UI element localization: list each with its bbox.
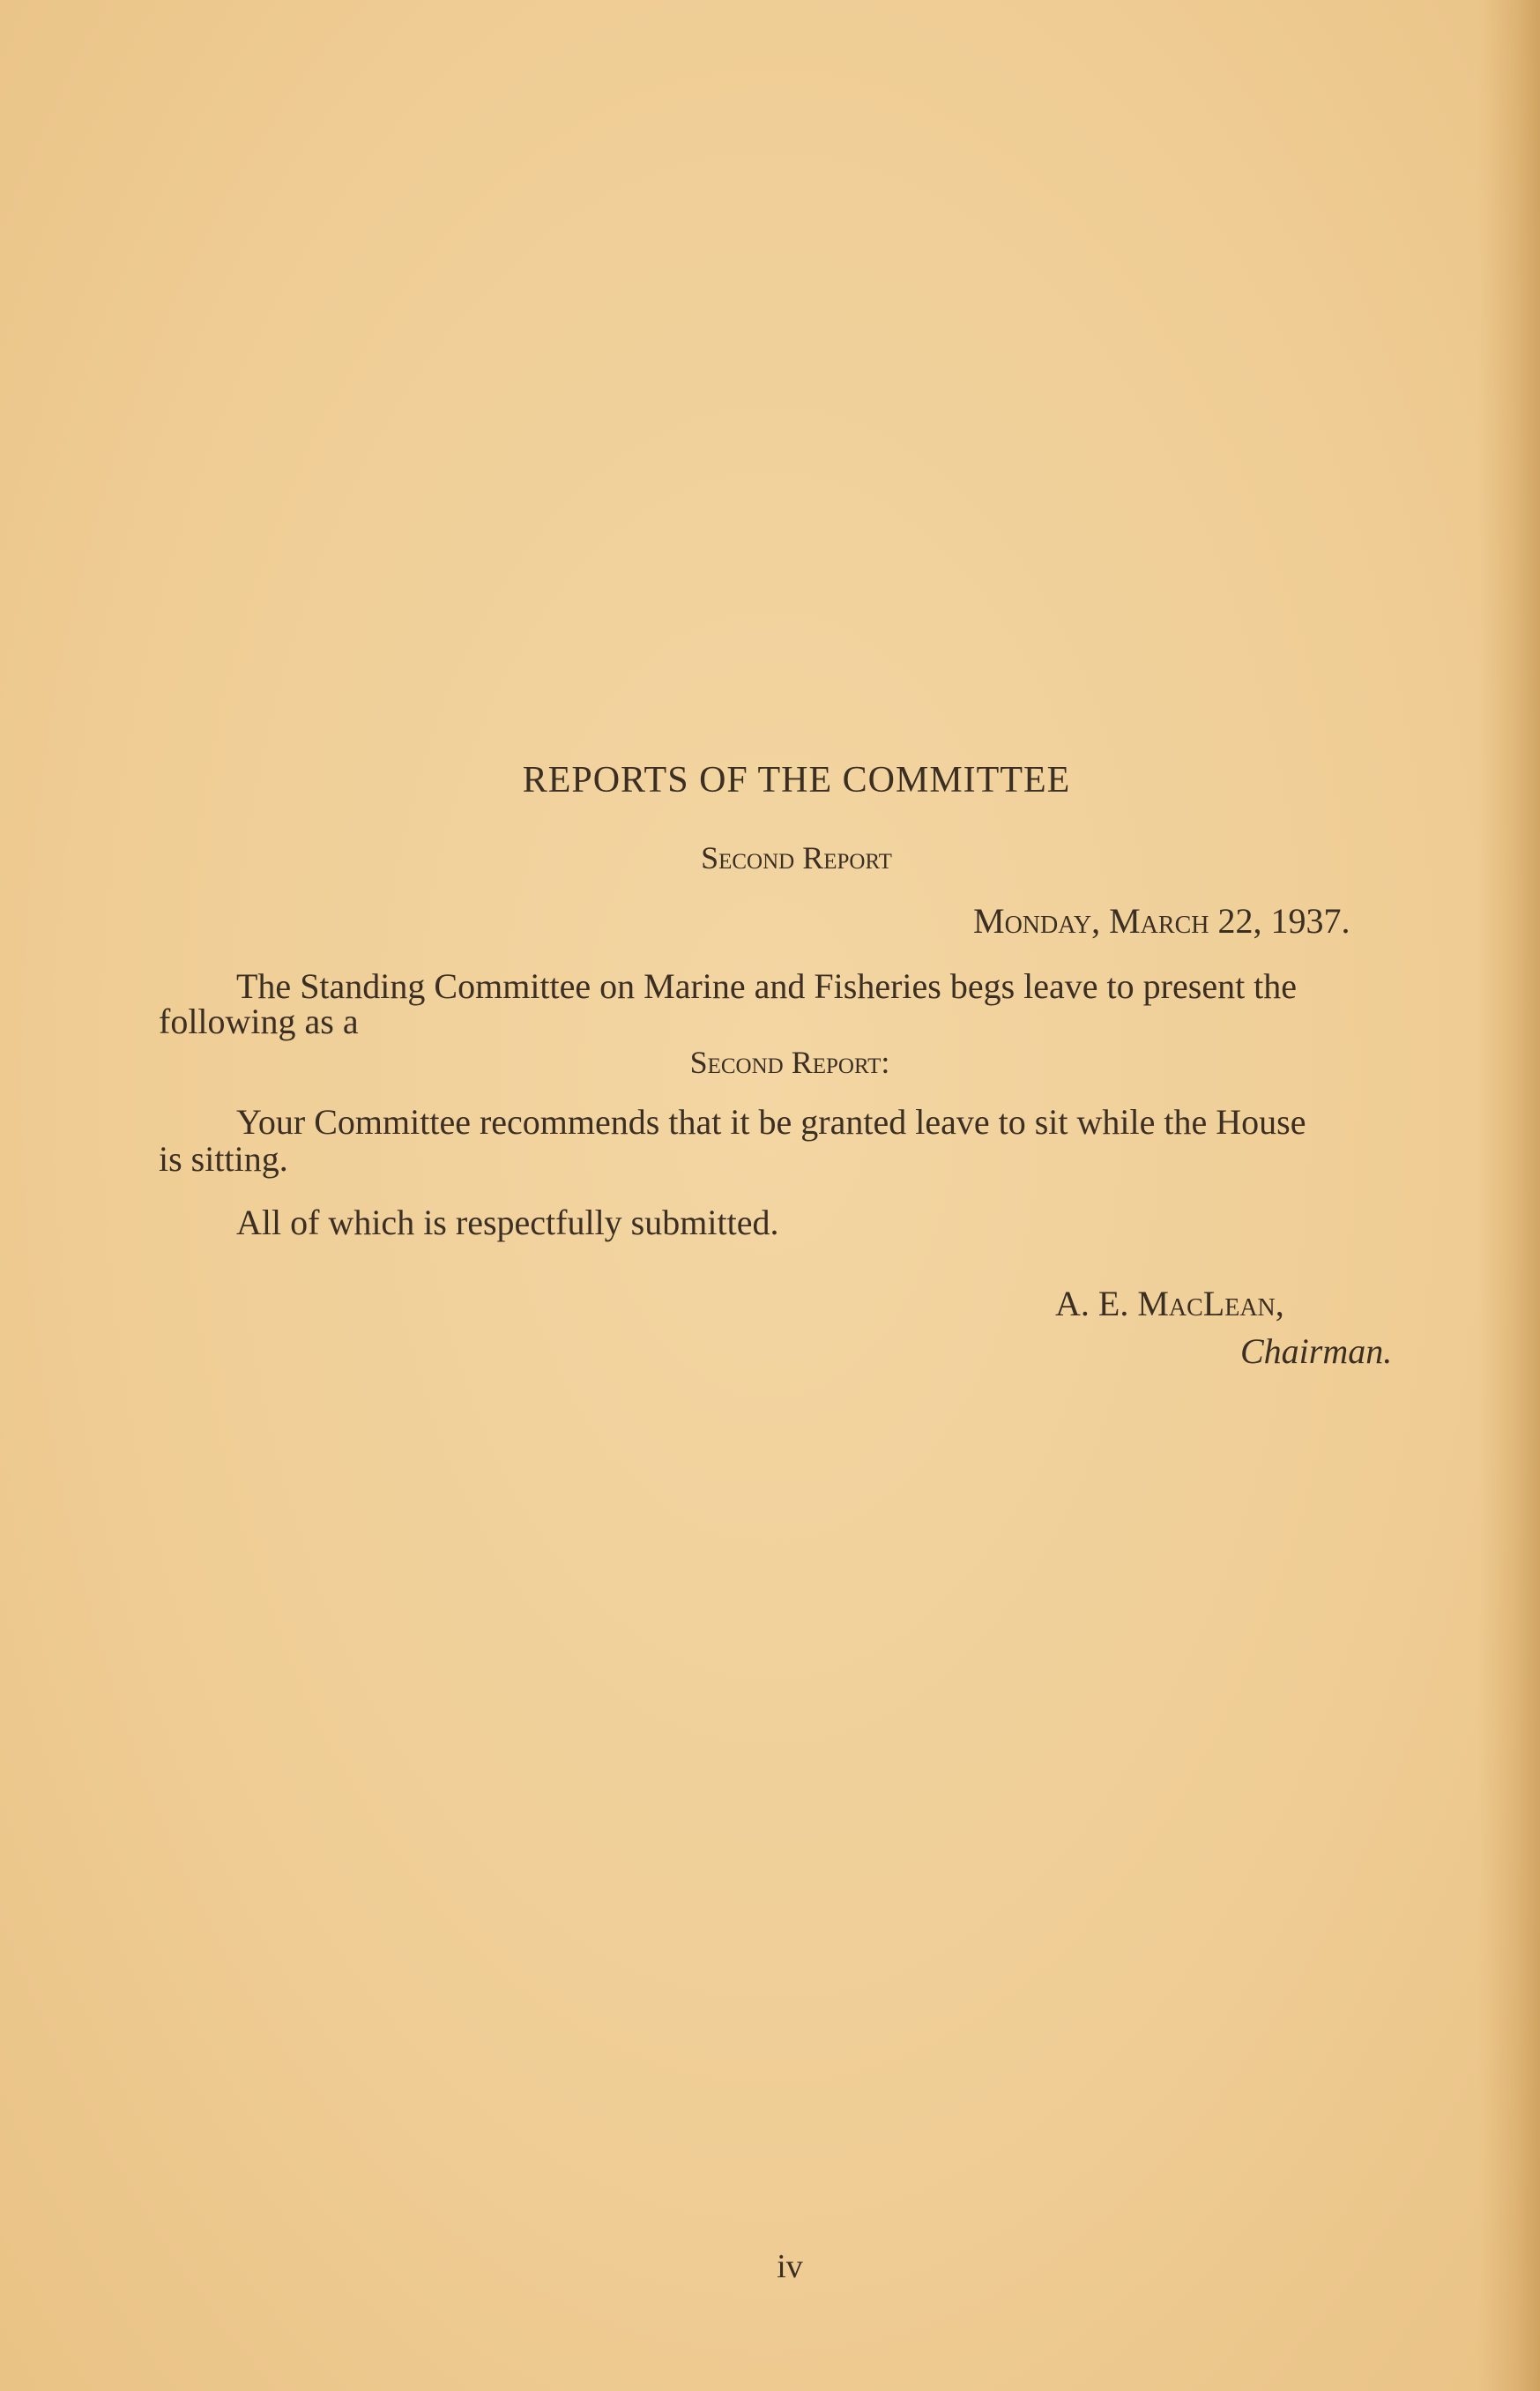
page-number: iv (777, 2248, 803, 2285)
paragraph-1-line-2: following as a (159, 1002, 359, 1041)
paragraph-3: All of which is respectfully submitted. (236, 1203, 779, 1242)
page-heading: REPORTS OF THE COMMITTEE (522, 760, 1071, 801)
paragraph-2-line-2: is sitting. (159, 1139, 288, 1179)
signature-name: A. E. MacLean, (1055, 1284, 1284, 1323)
report-title: Second Report: (689, 1045, 890, 1080)
paragraph-2-line-1: Your Committee recommends that it be granted leave to sit while the House (236, 1102, 1306, 1142)
report-date-text: Monday, March 22, 1937. (973, 901, 1350, 941)
signature-title: Chairman. (1240, 1331, 1393, 1371)
report-subheading: Second Report (701, 840, 892, 875)
page-edge-shadow (1478, 0, 1540, 2391)
report-date (973, 901, 1350, 942)
paragraph-1-line-1: The Standing Committee on Marine and Fisheries begs leave to present the (236, 966, 1298, 1006)
